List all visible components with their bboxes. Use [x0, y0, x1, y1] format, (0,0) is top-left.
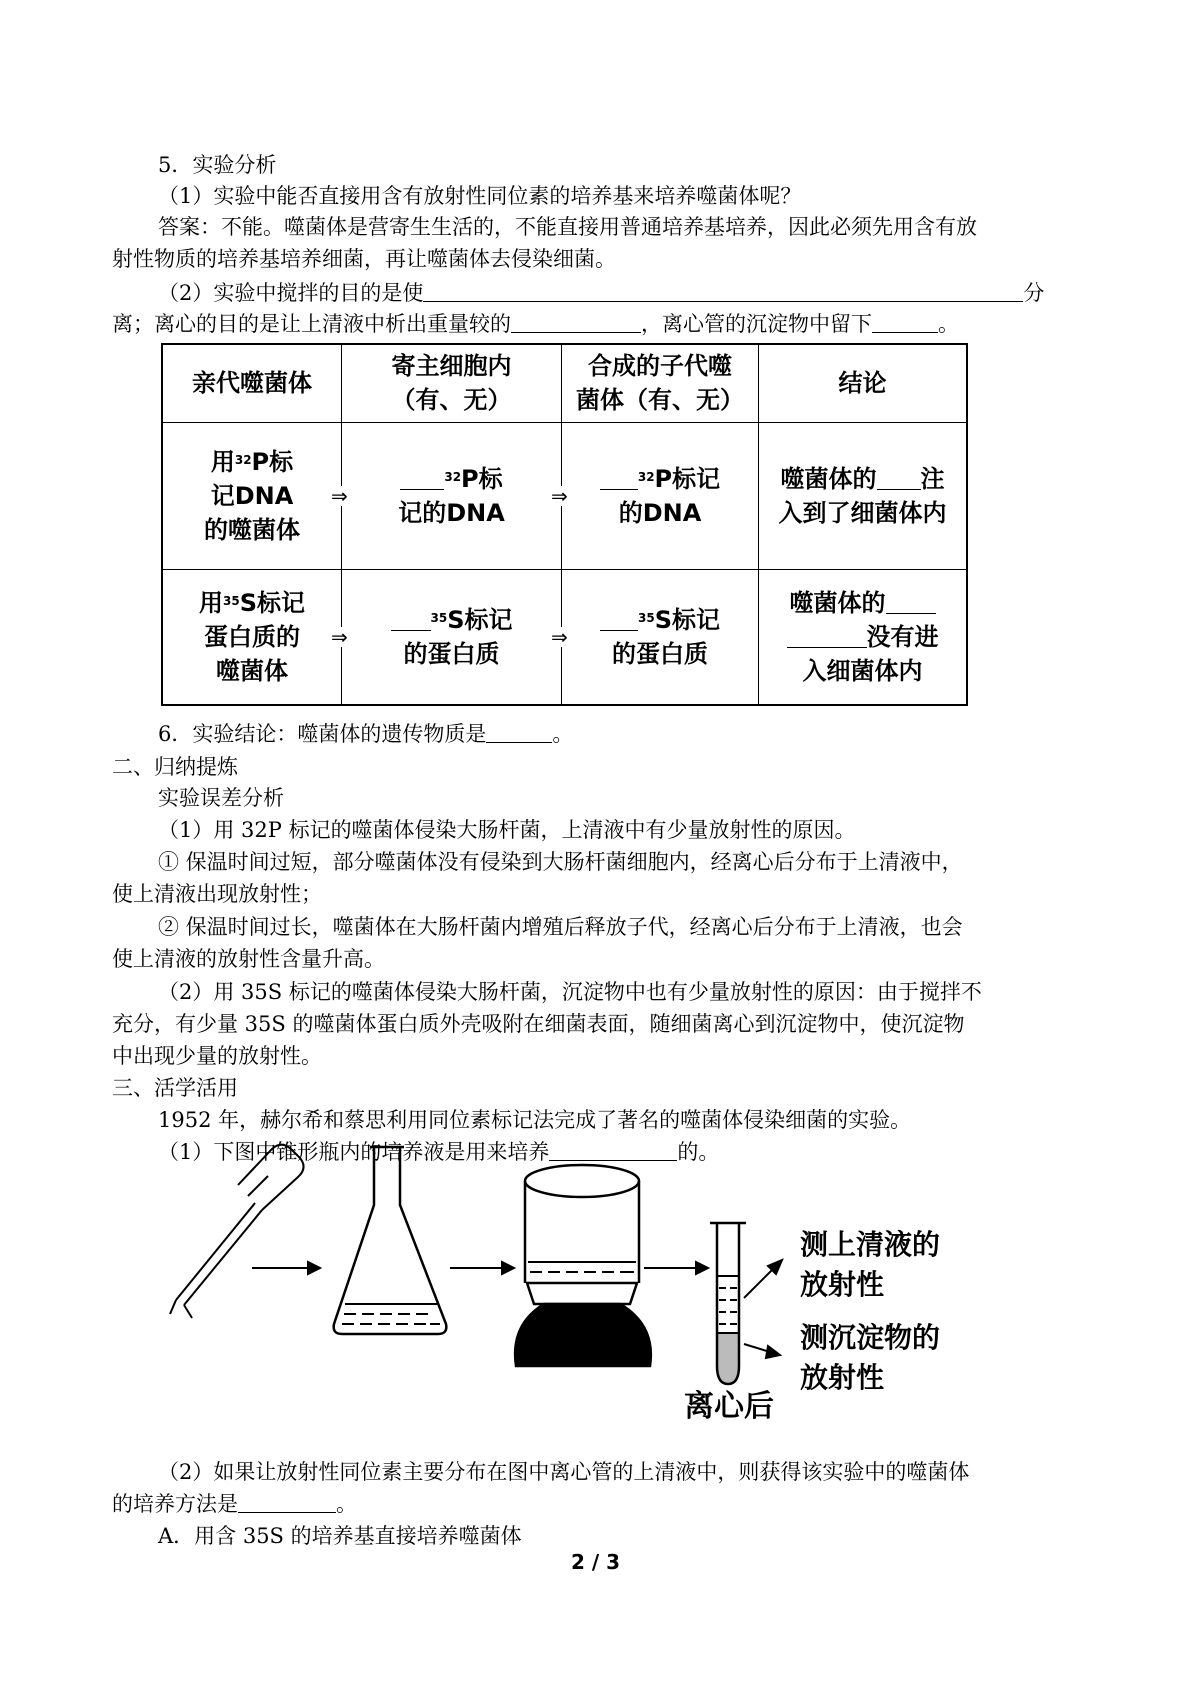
arrow-icon: ⇒ [551, 483, 568, 508]
answer-line-1: 答案：不能。噬菌体是营寄生生活的，不能直接用普通培养基培养，因此必须先用含有放 [158, 215, 977, 239]
question-1: （1）实验中能否直接用含有放射性同位素的培养基来培养噬菌体呢？ [158, 184, 802, 208]
error-item-1: （1）用 32P 标记的噬菌体侵染大肠杆菌，上清液中有少量放射性的原因。 [158, 818, 856, 842]
row2-offspring: ⇒ $^{35}$S标记 的蛋白质 [562, 569, 759, 705]
practice-question-2-line-2: 的培养方法是 。 [112, 1492, 357, 1516]
error-analysis-title: 实验误差分析 [158, 786, 284, 810]
arrow-pointer-icon [744, 1344, 780, 1358]
answer-line-2: 射性物质的培养基培养细菌，再让噬菌体去侵染细菌。 [112, 247, 616, 271]
header-host-cell: 寄主细胞内 （有、无） [342, 344, 562, 422]
question-2-line-1: （2）实验中搅拌的目的是使 分 [158, 281, 1045, 305]
after-centrifuge-caption: 离心后 [684, 1389, 774, 1424]
conclusion-6: 6．实验结论：噬菌体的遗传物质是 。 [158, 722, 574, 746]
option-a: A．用含 35S 的培养基直接培养噬菌体 [158, 1524, 522, 1548]
test-tube-icon [710, 1223, 746, 1384]
section-5-title: 5．实验分析 [158, 153, 277, 177]
pipette-icon [170, 1145, 304, 1318]
page-number: 2 / 3 [570, 1550, 621, 1574]
answer-blank[interactable] [238, 1492, 336, 1513]
practice-question-2-line-1: （2）如果让放射性同位素主要分布在图中离心管的上清液中，则获得该实验中的噬菌体 [158, 1460, 970, 1484]
row1-offspring: ⇒ $^{32}$P标记 的DNA [562, 422, 759, 569]
arrow-right-icon [252, 1262, 320, 1274]
arrow-icon: ⇒ [331, 483, 348, 508]
header-offspring: 合成的子代噬 菌体（有、无） [562, 344, 759, 422]
blender-icon [515, 1165, 651, 1366]
header-conclusion: 结论 [759, 344, 968, 422]
section-2-title: 二、归纳提炼 [112, 755, 238, 779]
flask-icon [334, 1147, 447, 1334]
error-item-2-line-1: （2）用 35S 标记的噬菌体侵染大肠杆菌，沉淀物中也有少量放射性的原因：由于搅拌不 [158, 980, 982, 1004]
row1-parent: 用$^{32}$P标 记DNA 的噬菌体 [162, 422, 342, 569]
section-3-title: 三、活学活用 [112, 1076, 238, 1100]
error-item-2-line-2: 充分，有少量 35S 的噬菌体蛋白质外壳吸附在细菌表面，随细菌离心到沉淀物中，使沉淀物 [112, 1012, 965, 1036]
error-item-2-line-3: 中出现少量的放射性。 [112, 1044, 322, 1068]
practice-intro: 1952 年，赫尔希和蔡思利用同位素标记法完成了著名的噬菌体侵染细菌的实验。 [158, 1108, 912, 1132]
row1-host: ⇒ $^{32}$P标 记的DNA [342, 422, 562, 569]
error-item-1a-line-2: 使上清液出现放射性； [112, 882, 322, 906]
question-2-line-2: 离；离心的目的是让上清液中析出重量较的 ，离心管的沉淀物中留下 。 [112, 312, 959, 336]
row2-host: ⇒ $^{35}$S标记 的蛋白质 [342, 569, 562, 705]
sediment-label: 测沉淀物的 放射性 [800, 1321, 941, 1394]
arrow-icon: ⇒ [551, 624, 568, 649]
error-item-1b-line-1: ② 保温时间过长，噬菌体在大肠杆菌内增殖后释放子代，经离心后分布于上清液，也会 [158, 915, 963, 939]
error-item-1b-line-2: 使上清液的放射性含量升高。 [112, 947, 385, 971]
supernatant-label: 测上清液的 放射性 [800, 1228, 941, 1301]
arrow-right-icon [644, 1262, 708, 1274]
row2-conclusion: 噬菌体的 没有进 入细菌体内 [759, 569, 968, 705]
row1-conclusion: 噬菌体的 注 入到了细菌体内 [759, 422, 968, 569]
practice-question-1: （1）下图中锥形瓶内的培养液是用来培养 的。 [158, 1140, 720, 1164]
row2-parent: 用$^{35}$S标记 蛋白质的 噬菌体 [162, 569, 342, 705]
arrow-pointer-icon [744, 1260, 782, 1298]
header-parent-phage: 亲代噬菌体 [162, 344, 342, 422]
error-item-1a-line-1: ① 保温时间过短，部分噬菌体没有侵染到大肠杆菌细胞内，经离心后分布于上清液中， [158, 850, 963, 874]
arrow-icon: ⇒ [331, 624, 348, 649]
arrow-right-icon [450, 1262, 514, 1274]
